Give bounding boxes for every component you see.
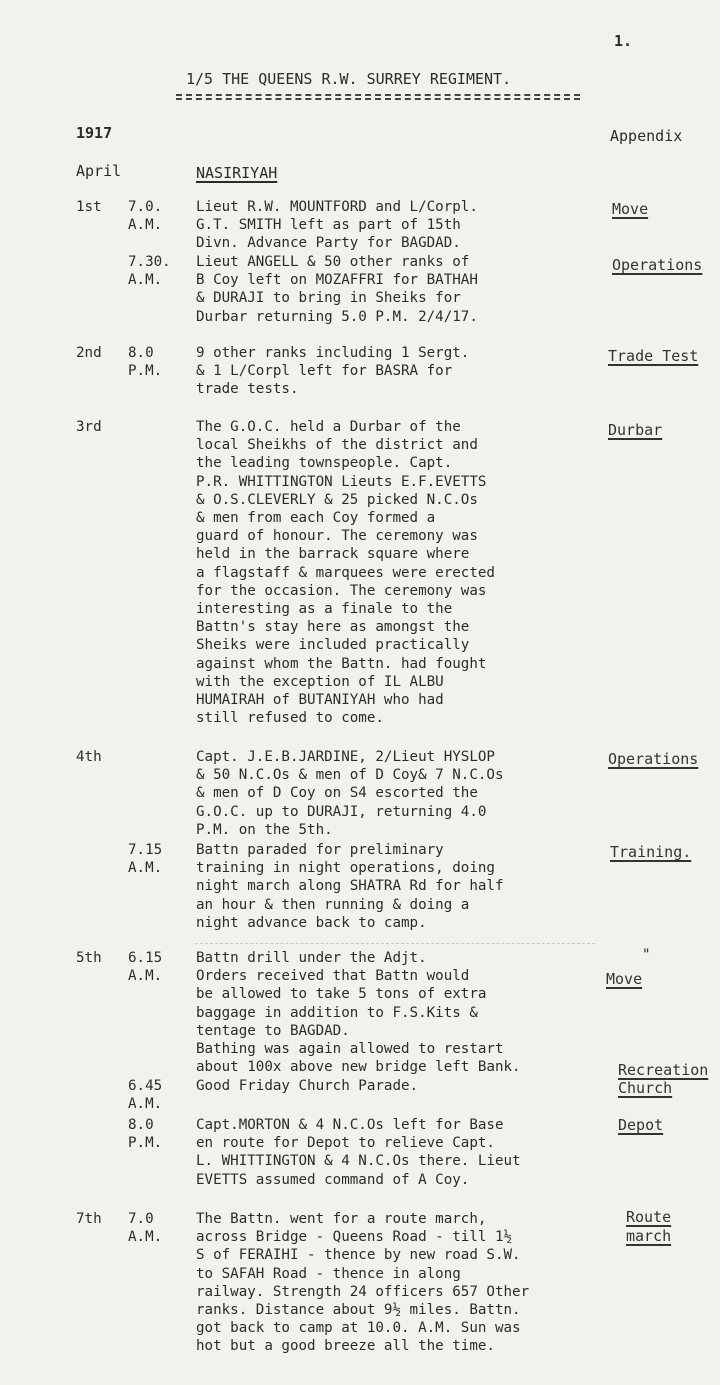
entry-text: Capt. J.E.B.JARDINE, 2/Lieut HYSLOP & 50 N.C.Os & men of D Coy& 7 N.C.Os & men of D Coy on S4 escorted the G.O.C. up to DURAJI, returning 4.0 P.M. on the 5th. bbox=[196, 749, 504, 838]
appendix-ref: Recreation bbox=[618, 1061, 709, 1079]
entry-time: 8.0 P.M. bbox=[128, 1117, 163, 1152]
page-number: 1. bbox=[614, 32, 633, 50]
entry-text: Capt.MORTON & 4 N.C.Os left for Base en route for Depot to relieve Capt. L. WHITTINGTON & 4 N.C.Os there. Lieut EVETTS assumed command of A Coy. bbox=[196, 1117, 521, 1188]
entry-text: Battn drill under the Adjt. Orders received that Battn would be allowed to take 5 tons of extra baggage in addition to F.S.Kits & tentage to BAGDAD. Bathing was again allowed to restart about 100x above new bridge left Bank. bbox=[196, 950, 521, 1076]
entry-day: 3rd bbox=[76, 419, 102, 435]
entry-time: 7.0 A.M. bbox=[128, 1211, 163, 1246]
appendix-ref: Depot bbox=[618, 1116, 664, 1134]
entry-time: 6.15 A.M. bbox=[128, 950, 163, 985]
appendix-ref: Durbar bbox=[608, 421, 663, 439]
entry-text: The G.O.C. held a Durbar of the local Sheikhs of the district and the leading townspeople. Capt. P.R. WHITTINGTON Lieuts E.F.EVETTS & O.S.CLEVERLY & 25 picked N.C.Os & men from each Coy formed a guard of honour. The ceremony was held in the barrack square where a flagstaff & marquees were erected for the occasion. The ceremony was interesting as a finale to the Battn's stay here as amongst the Sheiks were included practically against whom the Battn. had fought with the exception of IL ALBU HUMAIRAH of BUTANIYAH who had still refused to come. bbox=[196, 419, 495, 727]
entry-text: Battn paraded for preliminary training in night operations, doing night march along SHATRA Rd for half an hour & then running & doing a night advance back to camp. bbox=[196, 842, 504, 931]
entry-text: Lieut R.W. MOUNTFORD and L/Corpl. G.T. SMITH left as part of 15th Divn. Advance Party for BAGDAD. bbox=[196, 199, 478, 252]
entry-day: 2nd bbox=[76, 345, 102, 361]
appendix-ref: Operations bbox=[612, 256, 703, 274]
entry-time: 7.0. A.M. bbox=[128, 199, 163, 234]
appendix-ref: Move bbox=[606, 970, 643, 988]
appendix-ref: Operations bbox=[608, 750, 699, 768]
entry-text: 9 other ranks including 1 Sergt. & 1 L/Corpl left for BASRA for trade tests. bbox=[196, 345, 470, 398]
title-underline bbox=[176, 94, 580, 96]
ditto-mark: " bbox=[642, 947, 651, 963]
entry-day: 1st bbox=[76, 199, 102, 215]
entry-day: 4th bbox=[76, 749, 102, 765]
appendix-ref: Trade Test bbox=[608, 347, 699, 365]
entry-day: 5th bbox=[76, 950, 102, 966]
entry-time: 7.15 A.M. bbox=[128, 842, 163, 877]
entry-text: Good Friday Church Parade. bbox=[196, 1078, 419, 1094]
year-label: 1917 bbox=[76, 124, 113, 142]
entry-text: The Battn. went for a route march, across Bridge - Queens Road - till 1½ S of FERAIHI - thence by new road S.W. to SAFAH Road - thence in along railway. Strength 24 officers 657 Other ranks. Distance about 9½ miles. Battn. got back to camp at 10.0. A.M. Sun was hot but a good breeze all the time. bbox=[196, 1211, 530, 1355]
appendix-ref: Training. bbox=[610, 843, 692, 861]
page-title: 1/5 THE QUEENS R.W. SURREY REGIMENT. bbox=[186, 70, 512, 88]
entry-text: Lieut ANGELL & 50 other ranks of B Coy left on MOZAFFRI for BATHAH & DURAJI to bring in Sheiks for Durbar returning 5.0 P.M. 2/4/17. bbox=[196, 254, 478, 325]
entry-day: 7th bbox=[76, 1211, 102, 1227]
place-heading: NASIRIYAH bbox=[196, 164, 278, 182]
appendix-ref: Move bbox=[612, 200, 649, 218]
faint-rule bbox=[195, 943, 595, 944]
appendix-ref: Church bbox=[618, 1079, 673, 1097]
appendix-header: Appendix bbox=[610, 127, 683, 145]
appendix-ref: Route march bbox=[626, 1208, 672, 1245]
title-underline-2 bbox=[176, 98, 580, 100]
entry-time: 6.45 A.M. bbox=[128, 1078, 163, 1113]
entry-time: 8.0 P.M. bbox=[128, 345, 163, 380]
entry-time: 7.30. A.M. bbox=[128, 254, 171, 289]
month-label: April bbox=[76, 162, 122, 180]
